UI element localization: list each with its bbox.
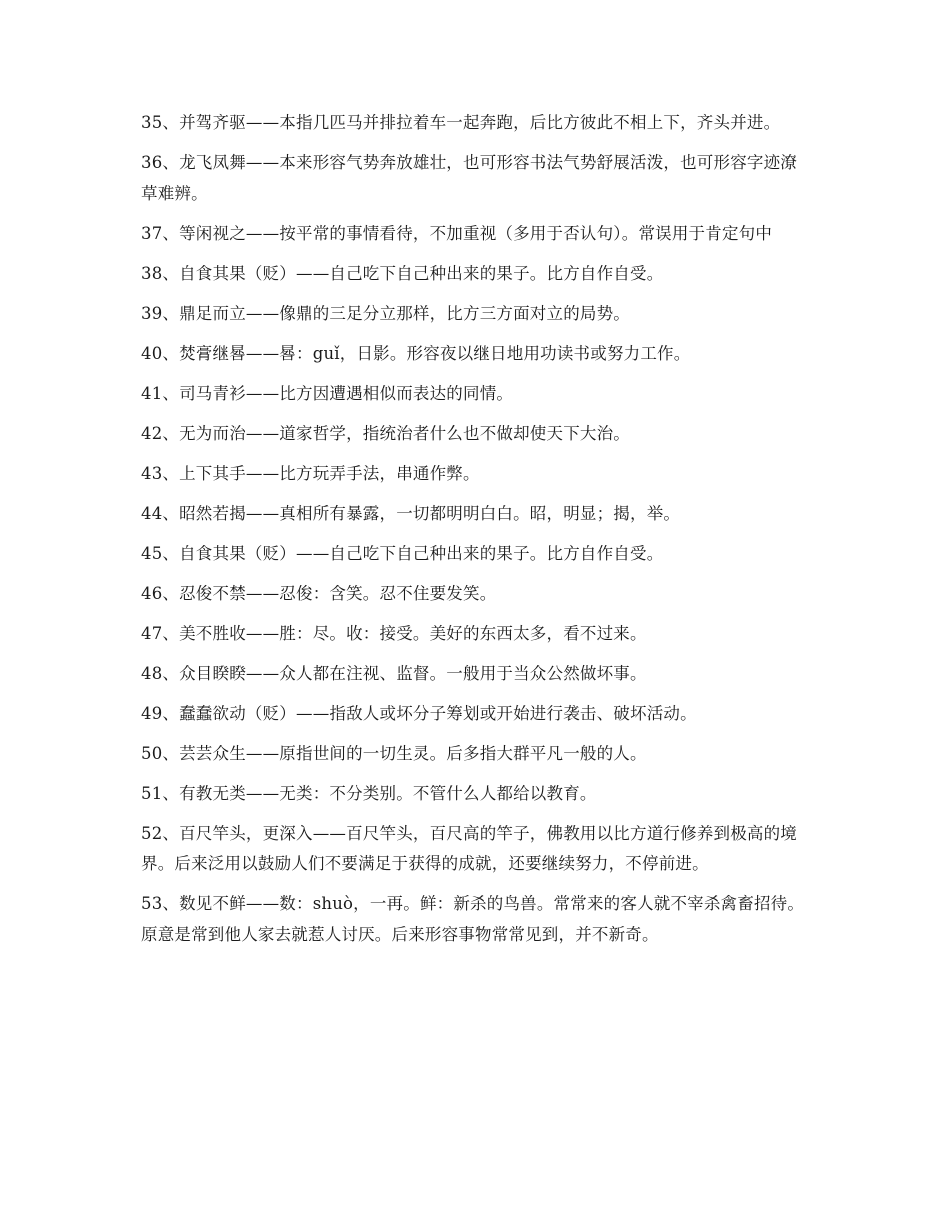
- idiom-entry-50: 50、芸芸众生——原指世间的一切生灵。后多指大群平凡一般的人。: [141, 743, 647, 763]
- idiom-entry-37: 37、等闲视之——按平常的事情看待，不加重视（多用于否认句）。常误用于肯定句中: [141, 223, 773, 243]
- idiom-entry-39: 39、鼎足而立——像鼎的三足分立那样，比方三方面对立的局势。: [141, 303, 630, 323]
- idiom-entry-40: 40、焚膏继晷——晷：guǐ，日影。形容夜以继日地用功读书或努力工作。: [141, 343, 691, 363]
- idiom-entry-42: 42、无为而治——道家哲学，指统治者什么也不做却使天下大治。: [141, 423, 630, 443]
- idiom-entry-38: 38、自食其果（贬）——自己吃下自己种出来的果子。比方自作自受。: [141, 263, 664, 283]
- idiom-entry-51: 51、有教无类——无类：不分类别。不管什么人都给以教育。: [141, 783, 597, 803]
- idiom-entry-43: 43、上下其手——比方玩弄手法，串通作弊。: [141, 463, 480, 483]
- idiom-entry-49: 49、蠢蠢欲动（贬）——指敌人或坏分子筹划或开始进行袭击、破坏活动。: [141, 703, 697, 723]
- idiom-list: [141, 108, 805, 960]
- idiom-entry-48: 48、众目睽睽——众人都在注视、监督。一般用于当众公然做坏事。: [141, 663, 647, 683]
- idiom-entry-44: 44、昭然若揭——真相所有暴露，一切都明明白白。昭，明显；揭，举。: [141, 503, 681, 523]
- idiom-entry-47: 47、美不胜收——胜：尽。收：接受。美好的东西太多，看不过来。: [141, 623, 647, 643]
- idiom-entry-36: 36、龙飞凤舞——本来形容气势奔放雄壮，也可形容书法气势舒展活泼，也可形容字迹潦草难辨。: [141, 153, 797, 203]
- idiom-entry-52: 52、百尺竿头，更深入——百尺竿头，百尺高的竿子，佛教用以比方道行修养到极高的境界。后来泛用以鼓励人们不要满足于获得的成就，还要继续努力，不停前进。: [141, 823, 797, 873]
- idiom-entry-53: 53、数见不鲜——数：shuò，一再。鲜：新杀的鸟兽。常常来的客人就不宰杀禽畜招待。原意是常到他人家去就惹人讨厌。后来形容事物常常见到，并不新奇。: [141, 894, 805, 944]
- idiom-entry-35: 35、并驾齐驱——本指几匹马并排拉着车一起奔跑，后比方彼此不相上下，齐头并进。: [141, 113, 781, 132]
- idiom-entry-41: 41、司马青衫——比方因遭遇相似而表达的同情。: [141, 383, 514, 403]
- idiom-entry-46: 46、忍俊不禁——忍俊：含笑。忍不住要发笑。: [141, 583, 497, 603]
- idiom-entry-45: 45、自食其果（贬）——自己吃下自己种出来的果子。比方自作自受。: [141, 543, 664, 563]
